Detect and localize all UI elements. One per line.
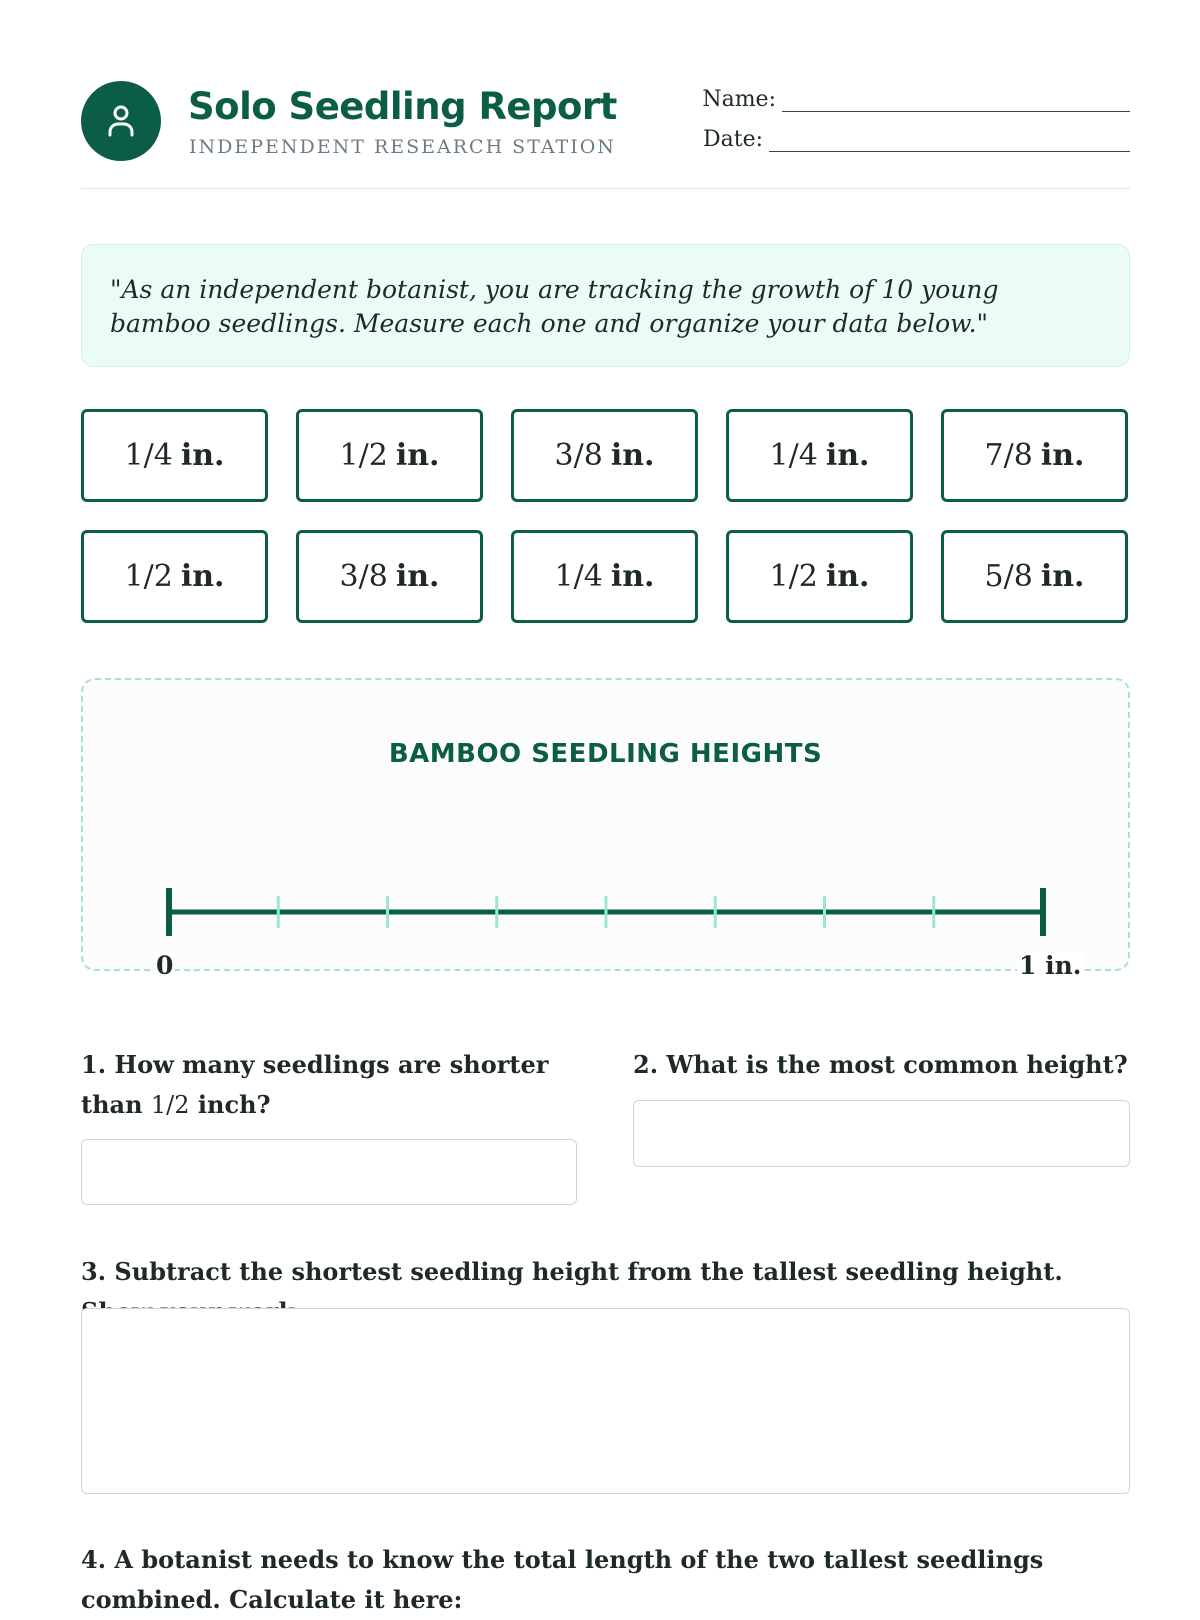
line-plot-area[interactable] bbox=[81, 678, 1130, 971]
question-4: 4. A botanist needs to know the total length of the two tallest seedlings combined. Calculate it here: bbox=[81, 1545, 1044, 1614]
measurement-unit: in. bbox=[395, 559, 440, 594]
measurement-value: 1/4 bbox=[124, 438, 173, 473]
measurement-unit: in. bbox=[825, 559, 870, 594]
measurement-card bbox=[726, 530, 913, 623]
measurement-card bbox=[941, 409, 1128, 502]
measurement-value: 7/8 bbox=[984, 438, 1033, 473]
date-label: Date: bbox=[702, 127, 763, 152]
measurement-value: 1/4 bbox=[769, 438, 818, 473]
measurement-card bbox=[81, 530, 268, 623]
person-icon bbox=[101, 101, 141, 141]
measurement-unit: in. bbox=[180, 559, 225, 594]
measurement-card bbox=[726, 409, 913, 502]
date-field[interactable] bbox=[703, 127, 1130, 152]
question-2: 2. What is the most common height? bbox=[633, 1050, 1128, 1079]
measurement-card bbox=[296, 409, 483, 502]
answer-box-1[interactable] bbox=[81, 1139, 577, 1205]
name-field[interactable] bbox=[702, 87, 1130, 112]
question-1 bbox=[81, 1045, 561, 1125]
measurement-value: 1/2 bbox=[769, 559, 818, 594]
measurement-value: 5/8 bbox=[984, 559, 1033, 594]
measurement-value: 1/4 bbox=[554, 559, 603, 594]
answer-box-2[interactable] bbox=[633, 1100, 1130, 1167]
answer-box-3[interactable] bbox=[81, 1308, 1130, 1494]
name-label: Name: bbox=[702, 87, 776, 112]
number-line-start-label: 0 bbox=[156, 951, 174, 980]
measurement-card bbox=[81, 409, 268, 502]
measurement-unit: in. bbox=[610, 559, 655, 594]
measurement-card bbox=[941, 530, 1128, 623]
header bbox=[81, 81, 1130, 189]
line-plot-title: BAMBOO SEEDLING HEIGHTS bbox=[388, 739, 823, 769]
measurement-value: 1/2 bbox=[124, 559, 173, 594]
question-1-tail: inch? bbox=[189, 1090, 271, 1119]
measurement-unit: in. bbox=[825, 438, 870, 473]
header-divider bbox=[81, 188, 1130, 189]
measurement-value: 1/2 bbox=[339, 438, 388, 473]
intro-quote: "As an independent botanist, you are tracking the growth of 10 young bamboo seedlings. Measure each one and organize your data below." bbox=[81, 244, 1130, 367]
measurement-card bbox=[296, 530, 483, 623]
page-title: Solo Seedling Report bbox=[188, 85, 617, 128]
page-subtitle: INDEPENDENT RESEARCH STATION bbox=[189, 136, 616, 158]
number-line-end-label: 1 in. bbox=[1019, 951, 1082, 980]
measurement-value: 3/8 bbox=[554, 438, 603, 473]
measurement-unit: in. bbox=[180, 438, 225, 473]
logo bbox=[81, 81, 161, 161]
name-line[interactable] bbox=[782, 91, 1130, 112]
number-line bbox=[83, 680, 1129, 970]
question-1-text: 1. How many seedlings are shorter than bbox=[81, 1050, 549, 1119]
question-3: 3. Subtract the shortest seedling height from the tallest seedling height. bbox=[81, 1257, 1063, 1286]
measurement-unit: in. bbox=[1040, 438, 1085, 473]
measurement-unit: in. bbox=[395, 438, 440, 473]
measurement-unit: in. bbox=[610, 438, 655, 473]
measurement-unit: in. bbox=[1040, 559, 1085, 594]
measurement-card bbox=[511, 530, 698, 623]
measurement-value: 3/8 bbox=[339, 559, 388, 594]
measurement-cards bbox=[81, 409, 1130, 623]
measurement-card bbox=[511, 409, 698, 502]
question-1-fraction: 1/2 bbox=[150, 1091, 190, 1119]
date-line[interactable] bbox=[769, 131, 1130, 152]
